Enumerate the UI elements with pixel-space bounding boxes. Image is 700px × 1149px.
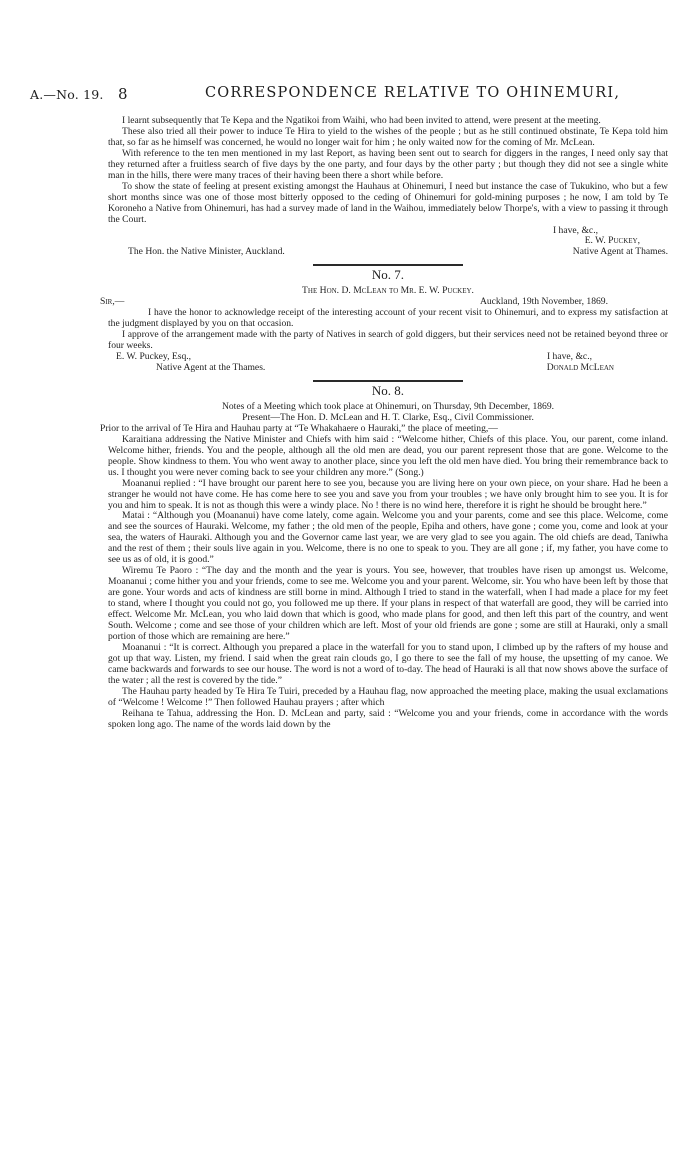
previous-letter <box>108 116 668 258</box>
paragraph: To show the state of feeling at present existing amongst the Hauhaus at Ohinemuri, I need but instance the case of Tukukino, who but a few short months since was one of those most bitterly opposed to the ceding of Ohinemuri for gold-mining purposes ; he now, I am told by Te Koroneho a Native from Ohinemuri, has had a survey made of land in the Waihou, immediately below Thorpe's, with a view to passing it through the Court. <box>108 180 668 225</box>
addressee: The Hon. the Native Minister, Auckland. <box>128 246 285 258</box>
addressee-name: E. W. Puckey, Esq., <box>116 351 192 363</box>
page-number: 8 <box>118 85 128 103</box>
paragraph: With reference to the ten men mentioned in my last Report, as having been sent out to search for diggers in the ranges, I need only say that they returned after a fruitless search of five days by the one party, and four days by the other party ; but though they did not see a single white man in the hills, there were many traces of their having been there a short while before. <box>108 147 668 181</box>
running-title: CORRESPONDENCE RELATIVE TO OHINEMURI, <box>205 85 621 101</box>
section-number: No. 8. <box>371 382 405 398</box>
page-header <box>30 84 685 104</box>
paragraph: Karaitiana addressing the Native Minister and Chiefs with him said : “Welcome hither, Chiefs of this place. You, our parent, come inland. Welcome hither, friends. You and the people, although all the old men are dead, you our parent represent those that are gone. Welcome to the people. Show kindness to them. You who went away to another place, since you left the old men have died. You bring their remembrance back to us. I thought you were never coming back to see your children any more.” (Song.) <box>108 433 668 478</box>
paragraph: Wiremu Te Paoro : “The day and the month and the year is yours. You see, however, that troubles have risen up amongst us. Welcome, Moananui ; come hither you and your friends, come to see me. Welcome you and your parent. Welcome, sir. You who have been left by those that are gone. Your words and acts of kindness are still borne in mind. Although I tried to stand in the waterfall, when I had made a place for my feet to stand, where I thought you could not go, you followed me up there. If your plans in respect of that waterfall are good, they will be carried into effect. Welcome Mr. McLean, you who laid down that which is good, who made plans for good, and then left this part of the country, and went South. Welcome ; come and see those of your children which are left. Most of your old friends are gone ; some are still at Hauraki, only a small portion of those which are remaining are here.” <box>108 565 668 642</box>
closing: I have, &c., <box>552 224 598 236</box>
parliamentary-reference: A.—No. 19. <box>30 87 104 102</box>
letter-heading: The Hon. D. McLean to Mr. E. W. Puckey. <box>302 285 474 297</box>
paragraph: The Hauhau party headed by Te Hira Te Tuiri, preceded by a Hauhau flag, now approached the meeting place, making the usual exclamations of “Welcome ! Welcome !” Then followed Hauhau prayers ; after which <box>108 685 668 708</box>
signature-line <box>108 363 668 374</box>
closing: I have, &c., <box>546 351 592 363</box>
paragraph: I approve of the arrangement made with the party of Natives in search of gold diggers, but their services need not be retained beyond three or four weeks. <box>108 329 668 352</box>
section-divider <box>313 380 463 382</box>
paragraph: Reihana te Tahua, addressing the Hon. D. McLean and party, said : “Welcome you and your friends, come in accordance with the words spoken long ago. The name of the words laid down by the <box>108 707 668 730</box>
paragraph: I have the honor to acknowledge receipt of the interesting account of your recent visit to Ohinemuri, and to express my satisfaction at the judgment displayed by you on that occasion. <box>108 307 668 330</box>
present-line: Present—The Hon. D. McLean and H. T. Clarke, Esq., Civil Commissioner. <box>242 411 534 423</box>
salutation: Sir,— <box>100 296 125 308</box>
paragraph: Moananui : “It is correct. Although you prepared a place in the waterfall for you to stand upon, I climbed up by the rafters of my house and got up that way. Listen, my friend. I said when the great rain clouds go, I go there to see the fall of my house, the upsetting of my canoe. We came backwards and forwards to see our house. The word is not a word of to-day. The head of Hauraki is all that now shows above the surface of the water ; all the rest is covered by the tide.” <box>108 641 668 686</box>
addressee-title: Native Agent at the Thames. <box>156 362 266 374</box>
section-heading: Notes of a Meeting which took place at Ohinemuri, on Thursday, 9th December, 1869. <box>221 400 555 412</box>
signature: Donald McLean <box>546 362 614 374</box>
paragraph: Matai : “Although you (Moananui) have come lately, come again. Welcome you and your parents, come and see this place. Welcome, come and see the sources of Hauraki. Welcome, my father ; the old men of the people, Epiha and others, have gone ; come you, come and look at your sea, the waters of Hauraki. Although you and the Governor came last year, we are very glad to see you again. The old chiefs are dead, Taniwha and the rest of them ; their souls live again in you. Welcome, there is no one to speak to you. They are all gone ; if, my father, you have come to see us as of old, it is good.” <box>108 510 668 566</box>
signature: E. W. Puckey, <box>584 235 640 247</box>
section-no-8 <box>100 382 668 731</box>
letter-no-7 <box>100 267 668 374</box>
document-body <box>100 115 668 731</box>
intro-paragraph: Prior to the arrival of Te Hira and Hauhau party at “Te Whakahaere o Hauraki,” the place of meeting,— <box>100 422 498 434</box>
paragraph: Moananui replied : “I have brought our parent here to see you, because you are living here on your own piece, on your share. Had he been a stranger he would not have come. He has come here to see you and save you from your troubles ; we have only brought him to see you. It is for you and him to speak. It is not as though this were a windy place. No ! there is no wind here, therefore it is right he should be brought here.” <box>108 477 668 511</box>
paragraph: I learnt subsequently that Te Kepa and the Ngatikoi from Waihi, who had been invited to attend, were present at the meeting. <box>122 115 601 126</box>
signature-line <box>108 247 668 258</box>
signer-title: Native Agent at Thames. <box>572 246 668 258</box>
paragraph: These also tried all their power to induce Te Hira to yield to the wishes of the people ; but as he still continued obstinate, Te Kepa told him that, so far as he himself was concerned, he would no longer wait for him ; he only waited now for the coming of Mr. McLean. <box>108 125 668 148</box>
section-divider <box>313 264 463 266</box>
letter-number: No. 7. <box>371 267 405 283</box>
place-date: Auckland, 19th November, 1869. <box>479 296 608 308</box>
